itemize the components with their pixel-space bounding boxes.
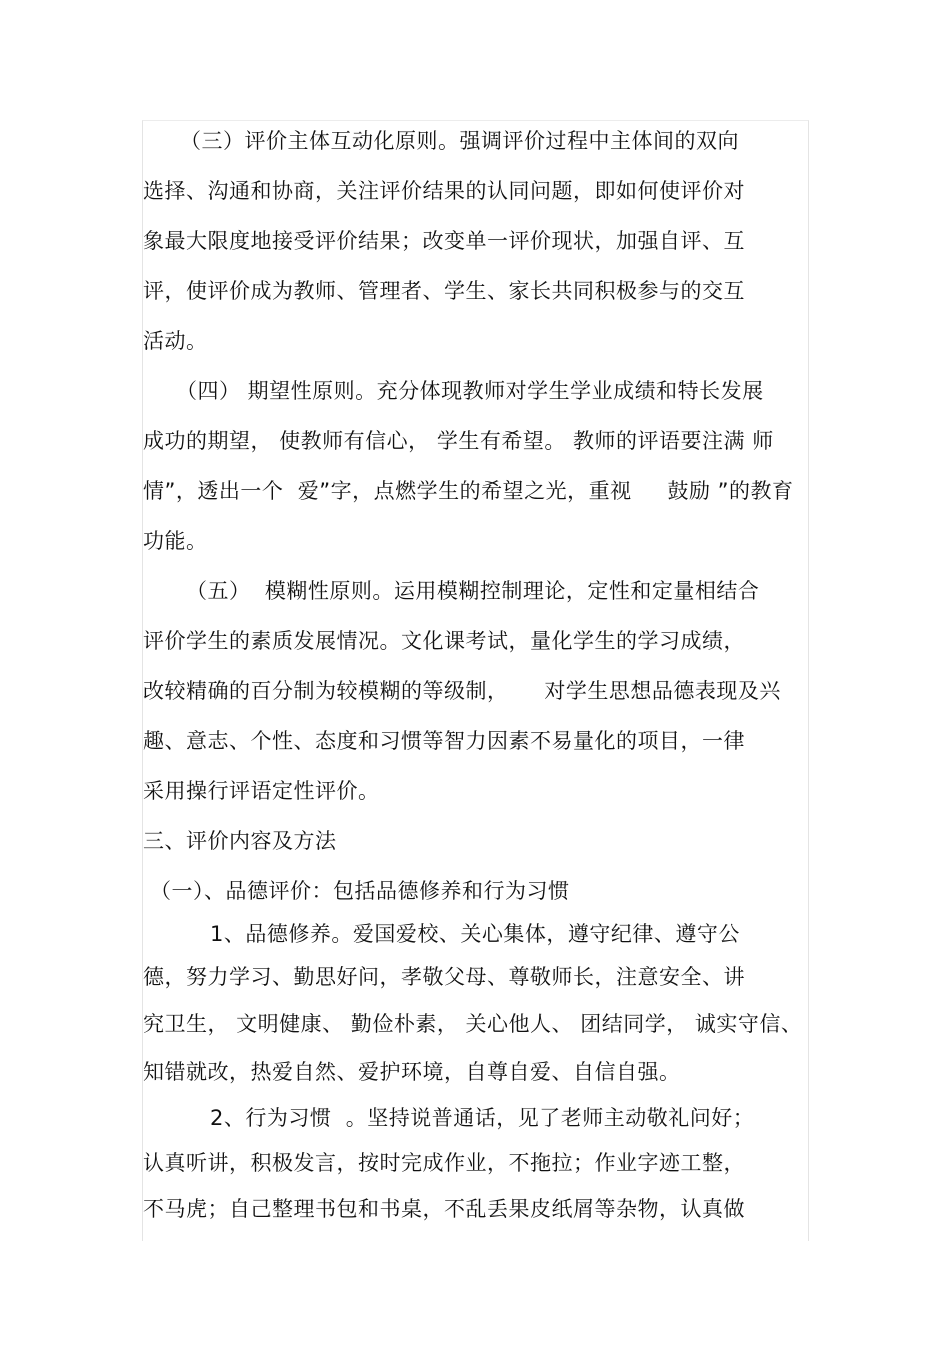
text-line: （三）评价主体互动化原则。强调评价过程中主体间的双向 — [180, 129, 739, 153]
text-line: 情”，透出一个 爱”字，点燃学生的希望之光，重视 鼓励 ”的教育 — [143, 479, 794, 503]
text-line: 趣、意志、个性、态度和习惯等智力因素不易量化的项目，一律 — [143, 729, 745, 753]
text-line: 评价学生的素质发展情况。文化课考试，量化学生的学习成绩， — [143, 629, 745, 653]
text-line: 活动。 — [143, 329, 208, 353]
text-line: 究卫生， 文明健康、 勤俭朴素， 关心他人、 团结同学， 诚实守信、 — [143, 1012, 803, 1036]
text-line: 采用操行评语定性评价。 — [143, 779, 380, 803]
text-line: 象最大限度地接受评价结果；改变单一评价现状，加强自评、互 — [143, 229, 745, 253]
text-line: 评，使评价成为教师、管理者、学生、家长共同积极参与的交互 — [143, 279, 745, 303]
text-line: 认真听讲，积极发言，按时完成作业，不拖拉；作业字迹工整， — [143, 1151, 745, 1175]
text-line: 改较精确的百分制为较模糊的等级制， 对学生思想品德表现及兴 — [143, 679, 781, 703]
text-line: （四） 期望性原则。充分体现教师对学生学业成绩和特长发展 — [176, 379, 764, 403]
text-line: 成功的期望， 使教师有信心， 学生有希望。 教师的评语要注满 师 — [143, 429, 774, 453]
text-line: 知错就改，热爱自然、爱护环境，自尊自爱、自信自强。 — [143, 1060, 681, 1084]
text-line: 1、品德修养。爱国爱校、关心集体，遵守纪律、遵守公 — [210, 922, 740, 946]
text-line: 不马虎；自己整理书包和书桌，不乱丢果皮纸屑等杂物，认真做 — [143, 1197, 745, 1221]
text-line: 2、行为习惯 。坚持说普通话，见了老师主动敬礼问好； — [210, 1106, 755, 1130]
section-heading: 三、评价内容及方法 — [143, 829, 337, 853]
text-line: 选择、沟通和协商，关注评价结果的认同问题，即如何使评价对 — [143, 179, 745, 203]
text-line: 功能。 — [143, 529, 208, 553]
text-line: 德，努力学习、勤思好问，孝敬父母、尊敬师长，注意安全、讲 — [143, 965, 745, 989]
text-line: （五） 模糊性原则。运用模糊控制理论，定性和定量相结合 — [186, 579, 760, 603]
subsection-heading: （一）、品德评价：包括品德修养和行为习惯 — [150, 879, 570, 903]
